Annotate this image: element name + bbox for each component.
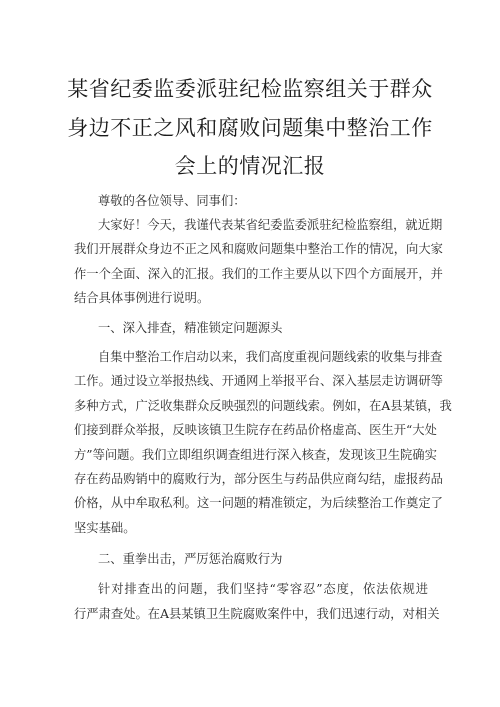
paragraph-line: 自集中整治工作启动以来，我们高度重视问题线索的收集与排查: [98, 350, 443, 364]
paragraph-line: 行严肃查处。在A县某镇卫生院腐败案件中，我们迅速行动，对相关: [74, 607, 440, 621]
paragraph-line: 多种方式，广泛收集群众反映强烈的问题线索。例如，在A县某镇，我: [74, 399, 452, 413]
paragraph-line: 存在药品购销中的腐败行为，部分医生与药品供应商勾结，虚报药品: [74, 472, 443, 486]
paragraph-line: 针对排查出的问题，我们坚持“零容忍”态度，依法依规进: [98, 582, 428, 596]
paragraph-line: 方”等问题。我们立即组织调查组进行深入核查，发现该卫生院确实: [74, 448, 437, 462]
paragraph-line: 结合具体事例进行说明。: [74, 291, 210, 305]
paragraph-line: 价格，从中牟取私利。这一问题的精准锁定，为后续整治工作奠定了: [74, 496, 443, 510]
section-heading-1: 一、深入排查，精准锁定问题源头: [98, 321, 283, 335]
document-title-line-1: 某省纪委监委派驻纪检监察组关于群众: [67, 77, 433, 101]
document-title-line-2: 身边不正之风和腐败问题集中整治工作: [67, 116, 433, 140]
paragraph-line: 大家好！今天，我谨代表某省纪委监委派驻纪检监察组，就近期: [98, 218, 443, 232]
paragraph-line: 们接到群众举报，反映该镇卫生院存在药品价格虚高、医生开“大处: [74, 423, 437, 437]
paragraph-line: 坚实基础。: [74, 521, 136, 535]
paragraph-line: 工作。通过设立举报热线、开通网上举报平台、深入基层走访调研等: [74, 374, 443, 388]
document-title-line-3: 会上的情况汇报: [174, 154, 326, 178]
paragraph-line: 作一个全面、深入的汇报。我们的工作主要从以下四个方面展开，并: [74, 267, 443, 281]
salutation: 尊敬的各位领导、同事们：: [98, 194, 246, 208]
paragraph-line: 我们开展群众身边不正之风和腐败问题集中整治工作的情况，向大家: [74, 242, 443, 256]
section-heading-2: 二、重拳出击，严厉惩治腐败行为: [98, 552, 283, 566]
